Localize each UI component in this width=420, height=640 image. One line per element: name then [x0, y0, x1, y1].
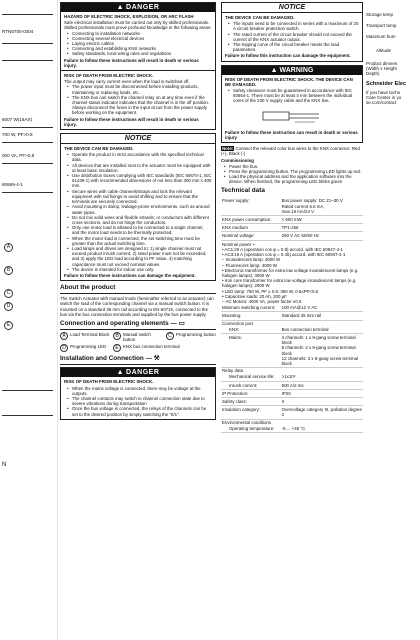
- list-item: • Use distribution boxes complying with IEC standards (IEC 60670-1, IEC 61439-1) with recommended dimensions of not less than 300 mm x 400 mm.: [68, 173, 212, 189]
- list-item: • Operate the product in strict accordance with the specified technical data.: [68, 152, 212, 162]
- spec-row: Maximum hum: [366, 34, 396, 40]
- strip-circle-a: A: [4, 243, 13, 252]
- schneider-link[interactable]: se.com/contact: [366, 100, 397, 106]
- technical-data-table-3: [221, 326, 363, 368]
- table-row: Safety class: II: [221, 397, 363, 405]
- table-row: Nominal voltage: 250 V AC 50/60 Hz: [221, 232, 363, 240]
- schneider-line: If you have techn: [366, 89, 401, 95]
- list-item: • When the motor load is connected, the set switching time must be greater than the actual switching time.: [68, 236, 212, 246]
- left-cropped-column: [0, 0, 58, 640]
- connection-port-label: Connection port: [222, 320, 253, 326]
- legend-item: B Manual switch button: [113, 332, 163, 342]
- spec-row: Altitude: [376, 47, 392, 53]
- danger-intro: The output may carry current even when the load is switched off.: [64, 79, 190, 85]
- table-row: IP Protection: IP20: [221, 389, 363, 397]
- list-item: • Power the bus.: [224, 163, 259, 169]
- technical-data-table-2: [221, 304, 363, 320]
- environment-label: Environmental conditions: [222, 419, 272, 425]
- nominal-power-lines: • AC1:20 A (operation cos φ = 0.8) accord. with IEC 60947-4-1 • AC3:16 A (operation cos φ = 0.45) accord. with IEC 60947-4-1 – Incandescent lamp: 4000 W – Fluorescent lamp: 4000 W • Electronic transformer for extra low voltage incandescent lamps (e.g. halogen lamps): 3000 W • Iron core transformer for extra low voltage incandescent lamps (e.g. halogen lamps): 2000 W • LED lamp: 750 W, PF ≥ 0.6; 350 W, 0.5≤PF<0.6 • Capacitive loads: 20 Ah, 200 µF – AC Motors: 4000 VA, power factor ≥0.6: [222, 246, 359, 304]
- warning-list: [225, 88, 359, 104]
- diagram-ref-icon: ▭: [178, 319, 185, 327]
- list-item: • Once the bus voltage is connected, the relays of the channels can be set to the desired position by simply switching the "0/1".: [68, 406, 212, 416]
- notice-box-breaker: [221, 2, 363, 62]
- table-row: Mounting: Standard 35 mm rail: [221, 312, 363, 320]
- list-item: • Safety clearance must be guaranteed in accordance with IEC 60664-1. There must be at least 4 mm between the individual cores of the 230 V supply cable and the KNX line.: [229, 88, 359, 104]
- list-item: • Secure wires with cable channels/straps and lock the relevant equipment with rail fixings to avoid shifting and to ensure that the terminals are securely connected.: [68, 189, 212, 205]
- danger-list: [64, 84, 212, 115]
- strip-text: 700 W, PF>0.8: [2, 132, 33, 137]
- strip-text: 60669-4-1: [2, 182, 23, 187]
- spec-row: (Width x Height: [366, 66, 397, 72]
- list-item: • The rated current of the circuit breaker should not exceed the current of the KNX actuator output.: [229, 32, 359, 42]
- technical-data-title: Technical data: [221, 187, 265, 195]
- spec-row: Product dimens: [366, 60, 398, 66]
- warning-triangle-icon: ▲: [116, 4, 125, 11]
- commissioning-list: [221, 164, 363, 185]
- list-item: • Connecting and establishing KNX networks: [68, 46, 212, 51]
- list-item: • Avoid mounting in damp, leakage-prone environments, such as around water pipes.: [68, 204, 212, 214]
- warning-heading: RISK OF DEATH FROM ELECTRIC SHOCK. THE DEVICE CAN BE DAMAGED.: [225, 76, 353, 87]
- connection-title: Connection and operating elements — ▭: [60, 320, 216, 330]
- warning-triangle-icon: ▲: [116, 369, 125, 377]
- list-item: • The KNX bus can switch the channel relay on at any time even if the channel status indicator indicates that the channel is in the off position. Always disconnect the fuses in the input circuit from the power supply before working on the equipment.: [68, 95, 212, 116]
- table-row: KNX medium TP1-256: [221, 224, 363, 232]
- schneider-line: Care Center in yo: [366, 94, 402, 100]
- notice-heading: THE DEVICE CAN BE DAMAGED.: [225, 15, 295, 20]
- danger-header: ▲ DANGER: [61, 368, 215, 377]
- about-title: About the product: [60, 284, 216, 294]
- danger-box-shock: [60, 367, 216, 419]
- note-text: Connect the relevant color bus wires to the KNX connector: Red (+), Black (-): [221, 146, 360, 157]
- danger-footer: Failure to follow these instructions will result in death or serious injury.: [64, 116, 199, 127]
- legend-item: A Load Terminal Block: [60, 332, 110, 342]
- danger-intro: Safe electrical installation must be carried out only by skilled professionals. Skilled professionals must prove profound knowledge in the following areas:: [64, 20, 212, 31]
- table-row: Mechanical service life: >1x10⁶: [221, 373, 363, 381]
- legend-item: C Programming button: [166, 332, 216, 342]
- notice-box-device: [60, 133, 216, 281]
- technical-data-table: [221, 197, 363, 240]
- strip-circle-e: E: [4, 321, 13, 330]
- list-item: • Press the programming button. The programming LED lights up red.: [224, 168, 362, 174]
- danger-heading: RISK OF DEATH FROM ELECTRIC SHOCK.: [64, 379, 154, 385]
- danger-list: [64, 31, 212, 57]
- relay-data-label: Relay data: [222, 368, 243, 374]
- list-item: • Laying electric cables: [68, 41, 212, 46]
- commissioning-title: Commissioning: [221, 158, 254, 164]
- list-item: • The device is intended for indoor use only.: [68, 267, 212, 272]
- strip-circle-d: D: [4, 302, 13, 311]
- warning-header: ▲ WARNING: [222, 66, 362, 75]
- nominal-power-label: Nominal power ⌁: [222, 241, 256, 247]
- strip-text: RTN6700-0304: [2, 29, 34, 34]
- connection-legend: [60, 332, 216, 352]
- notice-footer: Failure to follow these instructions can damage the equipment.: [64, 272, 196, 278]
- list-item: • Connecting to installation networks: [68, 31, 212, 36]
- notice-list: [64, 152, 212, 272]
- cable-clearance-diagram: [257, 106, 327, 128]
- installation-title: Installation and Connection — ⚒: [60, 355, 216, 365]
- warning-triangle-icon: ▲: [270, 66, 278, 74]
- note-label: Note:: [222, 146, 234, 152]
- list-item: • The channel contacts may switch to channel connection state due to severe vibrations during transportation: [68, 396, 212, 406]
- danger-footer: Failure to follow these instructions will result in death or serious injury.: [64, 57, 199, 68]
- notice-header: NOTICE: [222, 3, 362, 13]
- warning-box: [221, 65, 363, 143]
- technical-data-table-5: [221, 425, 363, 433]
- spec-row: Depth): [366, 71, 380, 77]
- list-item: • Connecting several electrical devices: [68, 36, 212, 41]
- schneider-title: Schneider Elec: [366, 81, 407, 88]
- list-item: • Load the physical address and the application software into the device. When finished, the programming LED blinks green: [224, 174, 352, 185]
- notice-list: [225, 21, 359, 52]
- strip-circle-c: C: [4, 289, 13, 298]
- legend-item: D Programming LED: [60, 344, 110, 352]
- danger-box-hazard: [60, 2, 216, 130]
- screwdriver-icon: ⚒: [153, 355, 160, 363]
- bulb-icon: ⌁: [252, 241, 256, 247]
- notice-heading: THE DEVICE CAN BE DAMAGED.: [64, 146, 134, 152]
- strip-text: 000 VA, PF>0.8: [2, 153, 35, 158]
- danger-list: [64, 386, 212, 417]
- table-row: Inrush current: 500 A/2 ms: [221, 381, 363, 389]
- danger-heading: RISK OF DEATH FROM ELECTRIC SHOCK.: [64, 73, 154, 79]
- about-text: The Switch Actuator with manual mode (hereinafter referred to as actuator) can switch the load of the corresponding channel via a manual switch button. It is mounted on a standard 35 mm rail according to EN-60715, connected to the bus via the bus connection terminals and supplied by the bus power supply.: [60, 296, 214, 317]
- column-2: [221, 2, 363, 638]
- list-item: • When the mains voltage is connected, there may be voltage at the outputs.: [68, 386, 212, 396]
- list-item: • Only one motor load is allowed to be connected to a single channel, and the motor load needs to be thermally protected.: [68, 225, 212, 235]
- table-row: Insulation category: Overvoltage category III, pollution degree 2: [222, 407, 362, 418]
- list-item: • The tripping curve of the circuit breaker meets the load parameters.: [229, 42, 359, 52]
- column-3-cropped: [366, 2, 420, 638]
- strip-circle-b: B: [4, 266, 13, 275]
- column-1: [60, 2, 216, 638]
- technical-data-table-4: [221, 373, 363, 419]
- table-row: Mains: 4 channels: 1 x 8-gang screw terminal block 8 channels: 2 x 8-gang screw terminal block 12 channels: 3 x 8-gang screw terminal block: [221, 333, 363, 367]
- notice-footer: Failure to follow this instruction can damage the equipment.: [225, 53, 351, 59]
- spec-row: Storage temp: [366, 12, 394, 17]
- note: [221, 146, 363, 156]
- warning-footer: Failure to follow these instruction can result in death or serious injury: [225, 129, 358, 140]
- table-row: KNX: Bus connection terminal: [221, 326, 363, 334]
- list-item: • Load lamps and drives are designed to: 1) single channel must not exceed product inrush current, 2) rated power must not be exceeded, and 3) apply the LED load according to PF value. 4) matching capacitance must not exceed nominal values.: [68, 246, 212, 267]
- list-item: • Do not mix solid wires and flexible strands; or conductors with different cross-sections, and do not hinge the conductors.: [68, 215, 212, 225]
- list-item: • All devices that are installed next to the actuator must be equipped with at least basic insulation.: [68, 163, 212, 173]
- table-row: Power supply: Bus power supply: DC 21~30 V Rated current 6.5 mA, max.19 mA/24 V: [221, 197, 363, 215]
- table-row: Operating temperature: -5 ... +45 °C: [221, 425, 363, 433]
- strip-text: 6007 W(16AX): [2, 117, 33, 122]
- table-row: Minimum switching current: 100 mA@12 V AC: [221, 304, 363, 312]
- list-item: • Safety standards, local wiring rules and regulations: [68, 51, 212, 56]
- table-row: KNX power consumption: < 600 mW: [221, 216, 363, 224]
- notice-header: NOTICE: [61, 134, 215, 144]
- legend-item: E KNX bus connection terminal: [113, 344, 216, 352]
- danger-heading: HAZARD OF ELECTRIC SHOCK, EXPLOSION, OR ARC FLASH: [64, 14, 194, 19]
- strip-label-n: N: [2, 462, 7, 468]
- spec-row: Transport temp: [366, 23, 397, 29]
- list-item: • The power input must be disconnected before installing products, maintaining or replacing loads, etc.: [68, 84, 212, 94]
- list-item: • The inputs need to be connected in series with a maximum of 20 A circuit breaker protection switch.: [229, 21, 359, 31]
- danger-header: ▲ DANGER: [61, 3, 215, 12]
